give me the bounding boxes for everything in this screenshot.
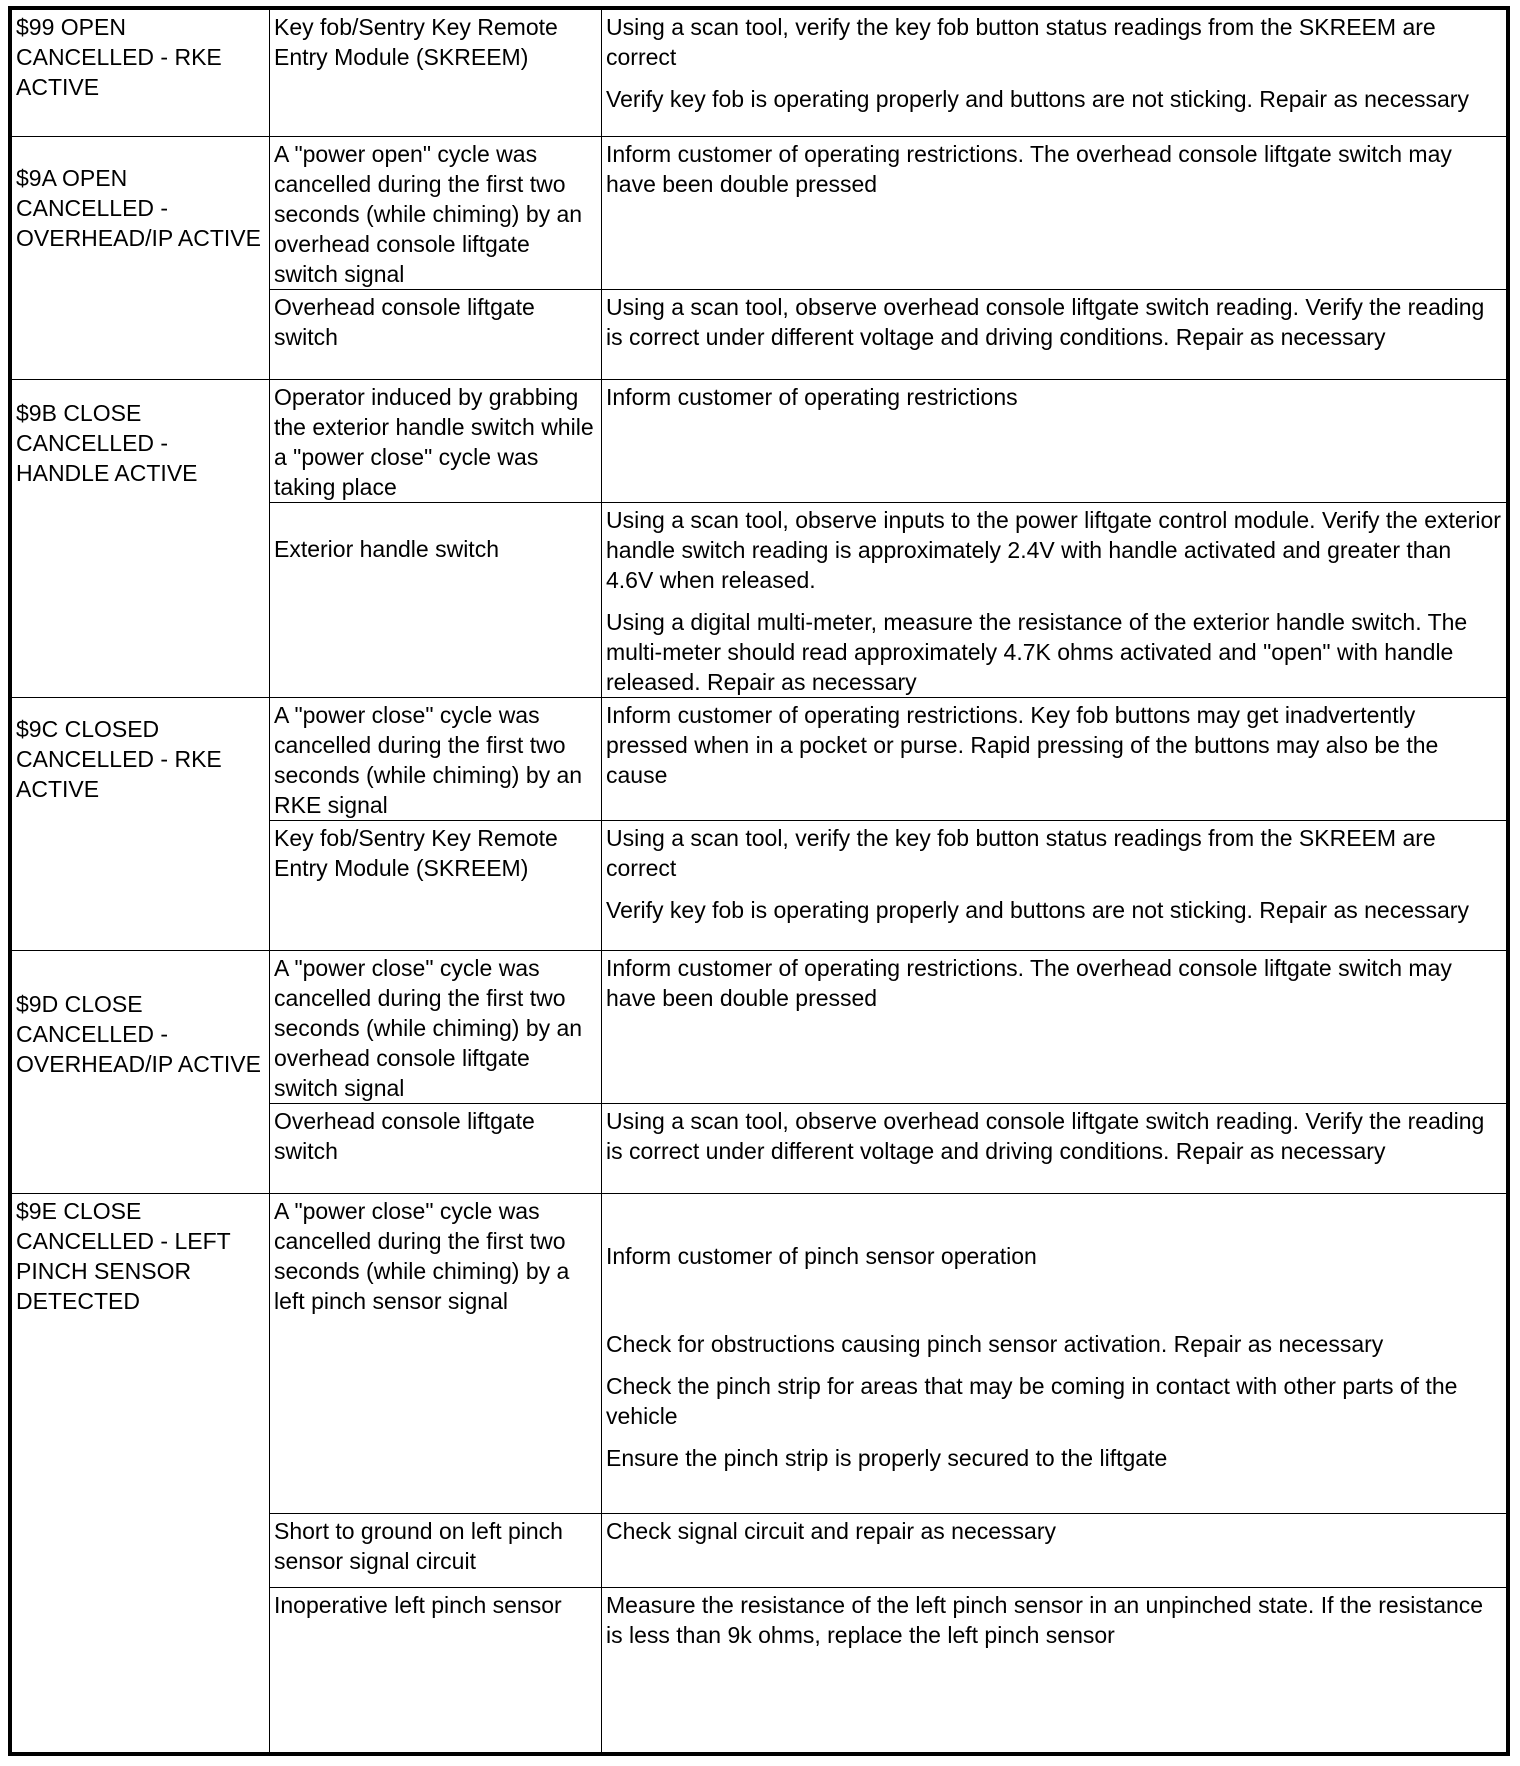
code-cell: $9E CLOSE CANCELLED - LEFT PINCH SENSOR DETECTED — [12, 1194, 270, 1753]
table-row — [12, 380, 1507, 503]
cause-cell: A "power close" cycle was cancelled during the first two seconds (while chiming) by an overhead console liftgate switch signal — [270, 951, 602, 1104]
table-row — [12, 951, 1507, 1104]
action-cell: Inform customer of operating restrictions. The overhead console liftgate switch may have been double pressed — [602, 951, 1507, 1104]
action-cell: Inform customer of operating restrictions. The overhead console liftgate switch may have been double pressed — [602, 137, 1507, 290]
cause-cell: Operator induced by grabbing the exterior handle switch while a "power close" cycle was taking place — [270, 380, 602, 503]
action-cell — [602, 503, 1507, 698]
cause-cell: A "power open" cycle was cancelled during the first two seconds (while chiming) by an overhead console liftgate switch signal — [270, 137, 602, 290]
action-cell: Check signal circuit and repair as necessary — [602, 1514, 1507, 1588]
action-text: Check for obstructions causing pinch sensor activation. Repair as necessary — [606, 1331, 1384, 1357]
action-text: Inform customer of pinch sensor operation — [606, 1243, 1037, 1269]
action-text: Using a digital multi-meter, measure the resistance of the exterior handle switch. The multi-meter should read approximately 4.7K ohms activated and "open" with handle released. Repair as necessary — [606, 609, 1468, 695]
table-row — [12, 137, 1507, 290]
table-row — [12, 10, 1507, 137]
cause-text: Exterior handle switch — [274, 536, 499, 562]
action-cell — [602, 10, 1507, 137]
cause-cell: Overhead console liftgate switch — [270, 290, 602, 380]
code-cell — [12, 698, 270, 951]
action-text: Ensure the pinch strip is properly secured to the liftgate — [606, 1445, 1168, 1471]
code-text: $9C CLOSED CANCELLED - RKE ACTIVE — [16, 716, 222, 802]
spacer — [16, 953, 265, 989]
action-cell — [602, 821, 1507, 951]
action-cell: Inform customer of operating restrictions. Key fob buttons may get inadvertently pressed when in a pocket or purse. Rapid pressing of the buttons may also be the cause — [602, 698, 1507, 821]
spacer — [16, 382, 265, 398]
action-cell: Measure the resistance of the left pinch sensor in an unpinched state. If the resistance is less than 9k ohms, replace the left pinch sensor — [602, 1588, 1507, 1753]
action-text: Verify key fob is operating properly and buttons are not sticking. Repair as necessary — [606, 897, 1469, 923]
cause-cell: Key fob/Sentry Key Remote Entry Module (SKREEM) — [270, 821, 602, 951]
action-text: Using a scan tool, observe inputs to the power liftgate control module. Verify the exterior handle switch reading is approximately 2.4V with handle activated and greater than 4.6V when released. — [606, 507, 1501, 593]
cause-cell: Overhead console liftgate switch — [270, 1104, 602, 1194]
cause-cell: Short to ground on left pinch sensor signal circuit — [270, 1514, 602, 1588]
code-text: $9A OPEN CANCELLED - OVERHEAD/IP ACTIVE — [16, 165, 261, 251]
diagnostic-table-frame — [8, 6, 1510, 1756]
cause-cell — [270, 503, 602, 698]
action-text: Using a scan tool, verify the key fob button status readings from the SKREEM are correct — [606, 14, 1436, 70]
spacer — [16, 700, 265, 714]
code-cell — [12, 380, 270, 698]
action-cell: Inform customer of operating restrictions — [602, 380, 1507, 503]
action-cell: Using a scan tool, observe overhead console liftgate switch reading. Verify the reading is correct under different voltage and driving conditions. Repair as necessary — [602, 290, 1507, 380]
spacer — [16, 139, 265, 163]
cause-cell: A "power close" cycle was cancelled during the first two seconds (while chiming) by an RKE signal — [270, 698, 602, 821]
action-text: Check the pinch strip for areas that may be coming in contact with other parts of the vehicle — [606, 1373, 1458, 1429]
table-row — [12, 1194, 1507, 1514]
action-text: Using a scan tool, verify the key fob button status readings from the SKREEM are correct — [606, 825, 1436, 881]
action-cell — [602, 1194, 1507, 1514]
action-cell: Using a scan tool, observe overhead console liftgate switch reading. Verify the reading is correct under different voltage and driving conditions. Repair as necessary — [602, 1104, 1507, 1194]
code-text: $9B CLOSE CANCELLED - HANDLE ACTIVE — [16, 400, 198, 486]
diagnostic-table — [11, 9, 1507, 1753]
action-text: Verify key fob is operating properly and buttons are not sticking. Repair as necessary — [606, 86, 1469, 112]
spacer — [274, 505, 597, 534]
cause-cell: Key fob/Sentry Key Remote Entry Module (SKREEM) — [270, 10, 602, 137]
code-cell — [12, 137, 270, 380]
code-cell: $99 OPEN CANCELLED - RKE ACTIVE — [12, 10, 270, 137]
cause-cell: Inoperative left pinch sensor — [270, 1588, 602, 1753]
table-row — [12, 698, 1507, 821]
code-text: $9D CLOSE CANCELLED - OVERHEAD/IP ACTIVE — [16, 991, 261, 1077]
cause-cell: A "power close" cycle was cancelled during the first two seconds (while chiming) by a left pinch sensor signal — [270, 1194, 602, 1514]
code-cell — [12, 951, 270, 1194]
